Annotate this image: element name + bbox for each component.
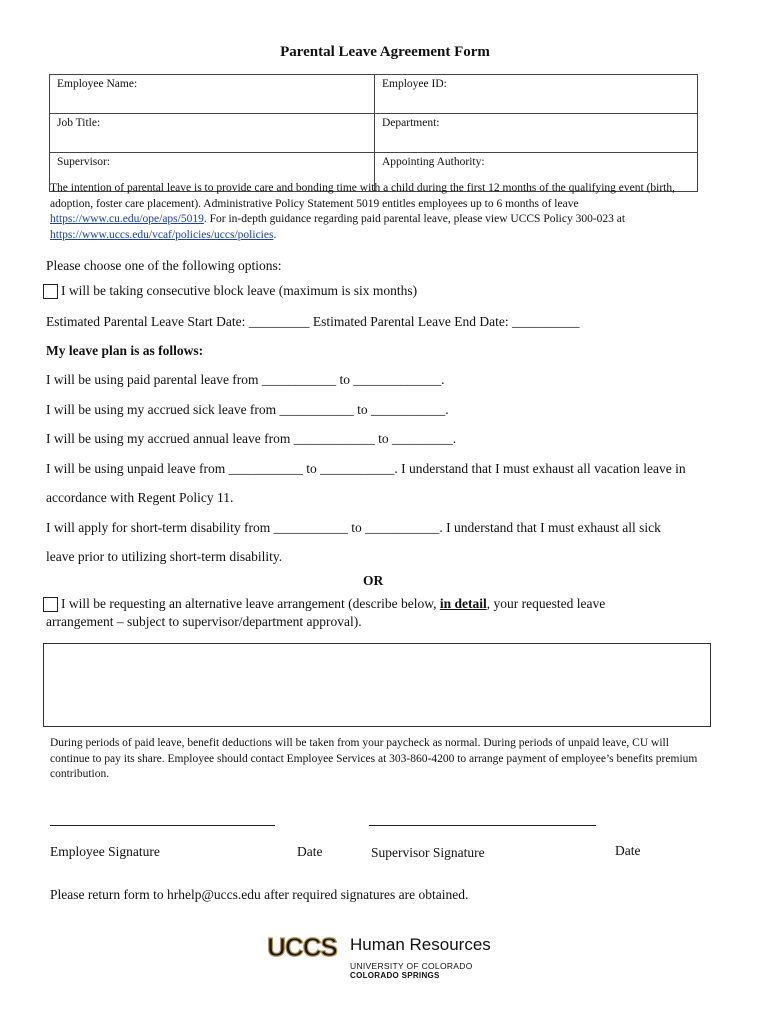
alt-leave-emphasis: in detail (439, 596, 487, 611)
end-date-label: Estimated Parental Leave End Date: __________ (312, 314, 580, 329)
supervisor-field[interactable]: Supervisor: (50, 153, 375, 192)
supervisor-date-label: Date (615, 843, 641, 858)
intro-paragraph (50, 181, 710, 243)
alt-leave-text-1: I will be requesting an alternative leave arrangement (describe below, (61, 596, 440, 611)
alt-leave-label-cont: arrangement – subject to supervisor/department approval). (46, 614, 362, 629)
alt-leave-label (61, 596, 605, 612)
std-line-cont: leave prior to utilizing short-term disability. (46, 549, 283, 564)
options-prompt: Please choose one of the following options: (46, 258, 282, 273)
hr-department-name: Human Resources (350, 935, 491, 954)
uccs-policies-link[interactable]: https://www.uccs.edu/vcaf/policies/uccs/policies (50, 228, 274, 241)
intro-text-1: The intention of parental leave is to provide care and bonding time with a child during the first 12 months of the qualifying event (birth, adoption, foster care placement). Administrative Policy Statement 5019 entitles employees up to 6 months of leave (50, 182, 675, 210)
department-field[interactable]: Department: (375, 114, 698, 153)
leave-plan-heading: My leave plan is as follows: (46, 343, 204, 358)
university-line-2: COLORADO SPRINGS (350, 971, 440, 980)
leave-dates-line (46, 314, 579, 330)
block-leave-label: I will be taking consecutive block leave (maximum is six months) (61, 283, 418, 298)
benefits-note: During periods of paid leave, benefit deductions will be taken from your paycheck as normal. During periods of unpaid leave, CU will continue to pay its share. Employee should contact Employee Services at 303-860-4200 to arrange payment of employee’s benefits premium contribution. (50, 737, 698, 780)
intro-text-2: . For in-depth guidance regarding paid parental leave, please view UCCS Policy 300-023 at (203, 213, 626, 225)
paid-leave-line: I will be using paid parental leave from ___________ to _____________. (46, 372, 445, 387)
job-title-field[interactable]: Job Title: (50, 114, 375, 153)
employee-info-table (49, 74, 698, 192)
return-note: Please return form to hrhelp@uccs.edu after required signatures are obtained. (50, 887, 469, 902)
sick-leave-line: I will be using my accrued sick leave from ___________ to ___________. (46, 402, 449, 417)
aps-5019-link[interactable]: https://www.cu.edu/ope/aps/5019 (50, 213, 204, 225)
intro-text-3: . (273, 228, 277, 241)
alt-leave-description-box[interactable] (43, 643, 711, 727)
employee-signature-label: Employee Signature (50, 844, 160, 859)
uccs-logo-icon (262, 934, 342, 960)
unpaid-leave-line: I will be using unpaid leave from ___________ to ___________. I understand that I must exhaust all vacation leave in (46, 461, 686, 476)
appointing-authority-field[interactable]: Appointing Authority: (375, 153, 698, 192)
university-line-1: UNIVERSITY OF COLORADO (350, 961, 473, 971)
supervisor-signature-line[interactable] (369, 825, 596, 826)
supervisor-signature-label: Supervisor Signature (371, 845, 485, 860)
uccs-logo-text: UCCS (267, 934, 337, 960)
annual-leave-line: I will be using my accrued annual leave from ____________ to _________. (46, 431, 457, 446)
employee-id-field[interactable]: Employee ID: (375, 75, 698, 114)
or-separator: OR (363, 573, 384, 588)
std-line: I will apply for short-term disability from ___________ to ___________. I understand that I must exhaust all sick (46, 520, 661, 535)
employee-date-label: Date (297, 844, 323, 859)
alt-leave-checkbox[interactable] (43, 597, 58, 612)
start-date-label: Estimated Parental Leave Start Date: _________ (46, 314, 310, 329)
block-leave-checkbox[interactable] (43, 284, 58, 299)
employee-signature-line[interactable] (50, 825, 275, 826)
unpaid-leave-line-cont: accordance with Regent Policy 11. (46, 490, 234, 505)
alt-leave-text-2: , your requested leave (486, 596, 606, 611)
page-title: Parental Leave Agreement Form (280, 44, 490, 60)
employee-name-field[interactable]: Employee Name: (50, 75, 375, 114)
